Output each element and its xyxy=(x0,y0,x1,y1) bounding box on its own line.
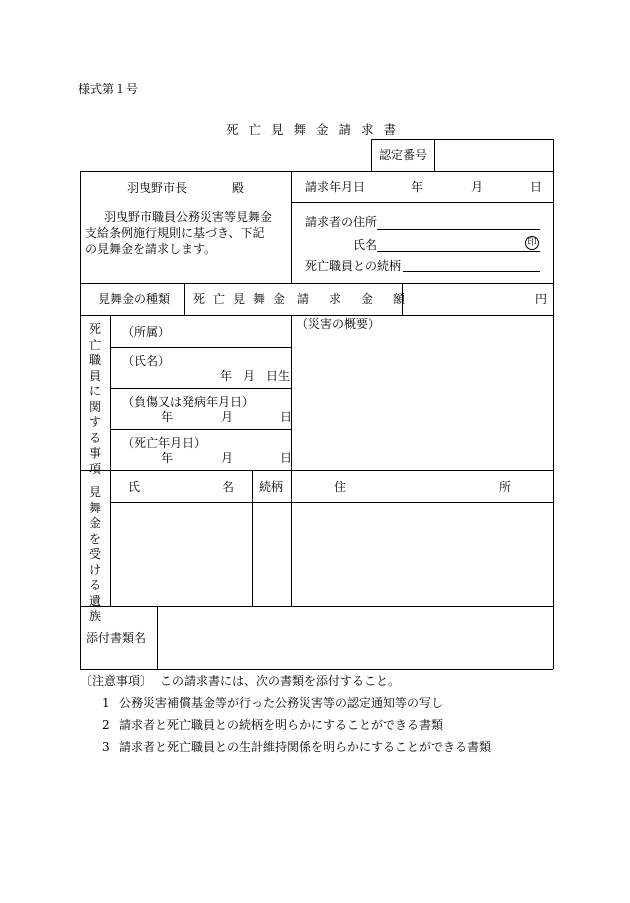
request-date-year: 年 xyxy=(411,180,424,194)
rule xyxy=(291,171,292,283)
rule xyxy=(80,470,553,471)
requester-relation-label: 死亡職員との続柄 xyxy=(305,259,402,273)
rule xyxy=(434,139,435,171)
rule xyxy=(157,606,158,669)
death-date-label: （死亡年月日） xyxy=(122,436,207,450)
rule xyxy=(80,315,553,316)
rule xyxy=(371,139,372,171)
rule xyxy=(110,315,111,606)
cert-number-label: 認定番号 xyxy=(379,148,428,162)
requester-address-label: 請求者の住所 xyxy=(305,215,378,229)
rule xyxy=(80,669,553,670)
rule xyxy=(553,139,554,669)
injury-date-label: （負傷又は発病年月日） xyxy=(122,395,255,409)
note-item-text: 請求者と死亡職員との続柄を明らかにすることができる書類 xyxy=(119,718,444,732)
benefit-amount-label: 請求金額 xyxy=(297,292,426,306)
injury-date-year: 年 xyxy=(161,410,174,424)
rule xyxy=(80,283,553,284)
note-item-num: 2 xyxy=(102,718,110,732)
request-date-month: 月 xyxy=(471,180,484,194)
death-date-year: 年 xyxy=(161,451,174,465)
rule xyxy=(252,470,253,606)
request-text-line2: 支給条例施行規則に基づき、下記 xyxy=(85,226,265,240)
birth-year: 年 xyxy=(220,369,233,383)
request-date-label: 請求年月日 xyxy=(305,180,366,194)
requester-address-line[interactable] xyxy=(377,229,540,230)
attachments-label: 添付書類名 xyxy=(86,631,147,645)
affiliation-label: （所属） xyxy=(122,325,171,339)
rule xyxy=(291,202,553,203)
seal-mark: 印 xyxy=(525,236,539,250)
rule xyxy=(110,388,291,389)
deceased-section-label: 死亡職員に関する事項 xyxy=(88,322,101,476)
form-title: 死亡見舞金請求書 xyxy=(226,122,407,137)
note-item-num: 3 xyxy=(102,740,110,754)
note-item-text: 公務災害補償基金等が行った公務災害等の認定通知等の写し xyxy=(119,696,444,710)
requester-relation-line[interactable] xyxy=(403,271,540,272)
request-text-line1: 羽曳野市職員公務災害等見舞金 xyxy=(104,210,273,224)
col-address-2: 所 xyxy=(499,480,512,494)
request-date-day: 日 xyxy=(530,180,543,194)
benefit-amount-unit: 円 xyxy=(535,292,548,306)
injury-date-month: 月 xyxy=(221,410,234,424)
rule xyxy=(110,429,291,430)
rule xyxy=(184,283,185,315)
rule xyxy=(80,606,553,607)
rule xyxy=(110,347,291,348)
addressee-honorific: 殿 xyxy=(232,181,245,195)
rule xyxy=(110,502,553,503)
death-date-month: 月 xyxy=(221,451,234,465)
requester-name-label: 氏名 xyxy=(353,238,378,252)
request-text-line3: の見舞金を請求します。 xyxy=(85,242,217,256)
col-relation: 続柄 xyxy=(259,480,284,494)
col-name-1: 氏 xyxy=(128,480,141,494)
rule xyxy=(80,171,553,172)
col-name-2: 名 xyxy=(222,480,235,494)
addressee-name: 羽曳野市長 xyxy=(127,181,188,195)
injury-date-day: 日 xyxy=(280,410,293,424)
rule xyxy=(371,139,553,140)
birth-month: 月 xyxy=(243,369,256,383)
benefit-type-label: 見舞金の種類 xyxy=(98,292,171,306)
disaster-summary-label: （災害の概要） xyxy=(296,317,381,331)
form-number: 様式第１号 xyxy=(78,82,139,96)
rule xyxy=(80,171,81,669)
requester-name-line[interactable] xyxy=(377,251,540,252)
benefit-type-value: 死亡見舞金 xyxy=(193,292,294,306)
survivors-section-label: 見舞金を受ける遺族 xyxy=(88,485,101,623)
deceased-name-label: （氏名） xyxy=(122,354,171,368)
note-item-num: 1 xyxy=(102,696,110,710)
birth-day: 日生 xyxy=(266,369,291,383)
col-address-1: 住 xyxy=(334,480,347,494)
note-item-text: 請求者と死亡職員との生計維持関係を明らかにすることができる書類 xyxy=(119,740,492,754)
death-date-day: 日 xyxy=(280,451,293,465)
notes-intro: この請求書には、次の書類を添付すること。 xyxy=(160,674,401,688)
notes-heading: 〔注意事項〕 xyxy=(80,674,153,688)
